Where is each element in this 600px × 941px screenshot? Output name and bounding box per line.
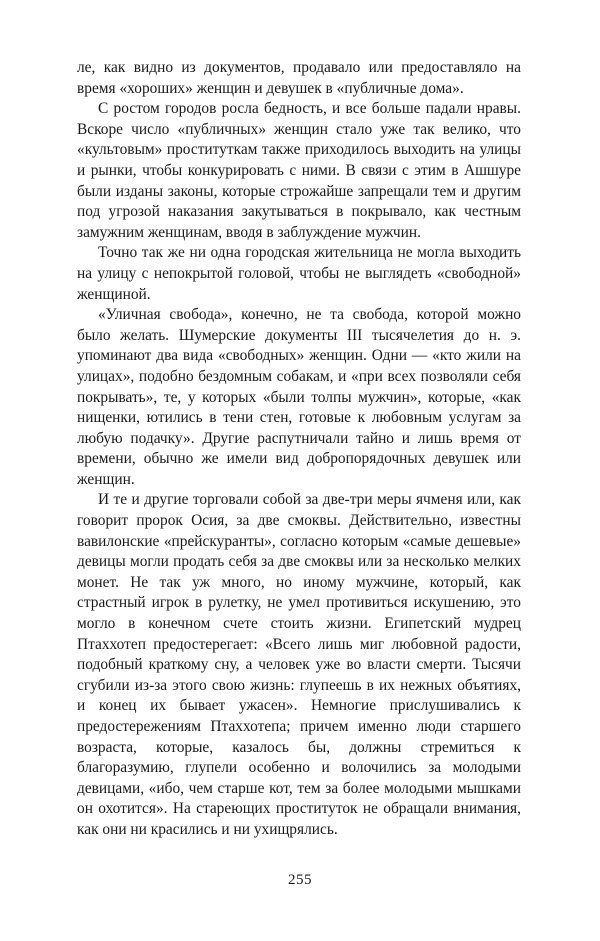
paragraph-2: С ростом городов росла бедность, и все больше падали нравы. Вскоре число «публичных» женщин стало уже так велико, что «культовым» проституткам также приходилось выходить на улицы и рынки, чтобы конкурировать с ними. В связи с этим в Ашшуре были изданы законы, которые строжайше запрещали тем и другим под угрозой наказания закутываться в покрывало, как честным замужним женщинам, вводя в заблуждение мужчин. — [77, 100, 521, 241]
page-number: 255 — [288, 872, 312, 888]
paragraph-3: Точно так же ни одна городская жительница не могла выходить на улицу с непокрытой головой, чтобы не выглядеть «свободной» женщиной. — [77, 244, 521, 303]
paragraph-5: И те и другие торговали собой за две-три меры ячменя или, как говорит пророк Осия, за две смоквы. Действительно, известны вавилонские «прейскуранты», согласно которым «самые дешевые» девицы могли продать себя за две смоквы или за несколько мелких монет. Не так уж много, но иному мужчине, который, как страстный игрок в рулетку, не умел противиться искушению, это могло в конечном счете стоить жизни. Египетский мудрец Птаххотеп предостерегает: «Всего лишь миг любовной радости, подобный краткому сну, а человек уже во власти смерти. Тысячи сгубили из-за этого свою жизнь: глупеешь в их нежных объятиях, и конец их бывает ужасен». Немногие прислушивались к предостережениям Птаххотепа; причем именно люди старшего возраста, которые, казалось бы, должны стремиться к благоразумию, глупели особенно и волочились за молодыми девицами, «ибо, чем старше кот, тем за более молодыми мышками он охотится». На стареющих проституток не обращали внимания, как они ни красились и ни ухищрялись. — [77, 491, 521, 838]
body-text — [77, 58, 521, 841]
paragraph-1: ле, как видно из документов, продавало или предоставляло на время «хороших» женщин и девушек в «публичные дома». — [77, 59, 521, 97]
paragraph-4: «Уличная свобода», конечно, не та свобода, которой можно было желать. Шумерские документы III тысячелетия до н. э. упоминают два вида «свободных» женщин. Одни — «кто жили на улицах», подобно бездомным собакам, и «при всех позволяли себя покрывать», те, у которых «были толпы мужчин», которые, «как нищенки, ютились в тени стен, готовые к любовным услугам за любую подачку». Другие распутничали тайно и лишь время от времени, обычно же имели вид добропорядочных девушек или женщин. — [77, 306, 521, 488]
